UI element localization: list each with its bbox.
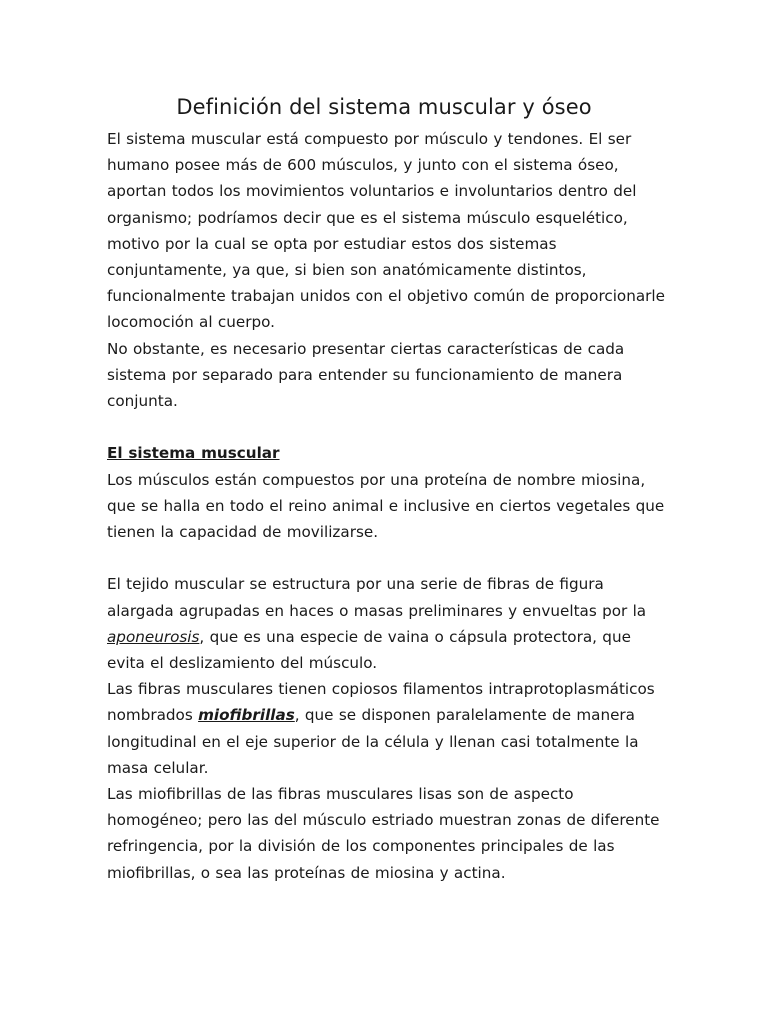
paragraph-spacer [107, 545, 667, 571]
document-title: Definición del sistema muscular y óseo [176, 95, 592, 119]
intro-paragraph-2: No obstante, es necesario presentar ciertas características de cada sistema por separado para entender su funcionamiento de manera conjunta. [107, 339, 625, 411]
paragraph-text: , que se disponen paralelamente de manera longitudinal en el eje superior de la célula y llenan casi totalmente la masa celular. [107, 706, 639, 777]
section-heading: El sistema muscular [107, 444, 280, 463]
section-paragraph-1: Los músculos están compuestos por una proteína de nombre miosina, que se halla en todo el reino animal e inclusive en ciertos vegetales que tienen la capacidad de movilizarse. [107, 470, 665, 542]
section-paragraph-3 [107, 676, 667, 781]
paragraph-text: Las fibras musculares tienen copiosos filamentos intraprotoplasmáticos nombrados [107, 680, 655, 725]
intro-paragraph-1: El sistema muscular está compuesto por músculo y tendones. El ser humano posee más de 600 músculos, y junto con el sistema óseo, aportan todos los movimientos voluntarios e involuntarios dentro del organismo; podríamos decir que es el sistema músculo esquelético, motivo por la cual se opta por estudiar estos dos sistemas conjuntamente, ya que, si bien son anatómicamente distintos, funcionalmente trabajan unidos con el objetivo común de proporcionarle locomoción al cuerpo. [107, 130, 665, 332]
paragraph-text: , que es una especie de vaina o cápsula protectora, que evita el deslizamiento del músculo. [107, 627, 631, 673]
term-miofibrillas: miofibrillas [198, 706, 295, 725]
term-aponeurosis: aponeurosis [107, 627, 200, 646]
document-body [107, 126, 667, 886]
paragraph-text: El tejido muscular se estructura por una serie de fibras de figura alargada agrupadas en haces o masas preliminares y envueltas por la [107, 575, 647, 620]
section-paragraph-2 [107, 571, 667, 676]
section-paragraph-4: Las miofibrillas de las fibras musculares lisas son de aspecto homogéneo; pero las del músculo estriado muestran zonas de diferente refringencia, por la división de los componentes principales de las miofibrillas, o sea las proteínas de miosina y actina. [107, 785, 660, 882]
paragraph-spacer [107, 414, 667, 440]
